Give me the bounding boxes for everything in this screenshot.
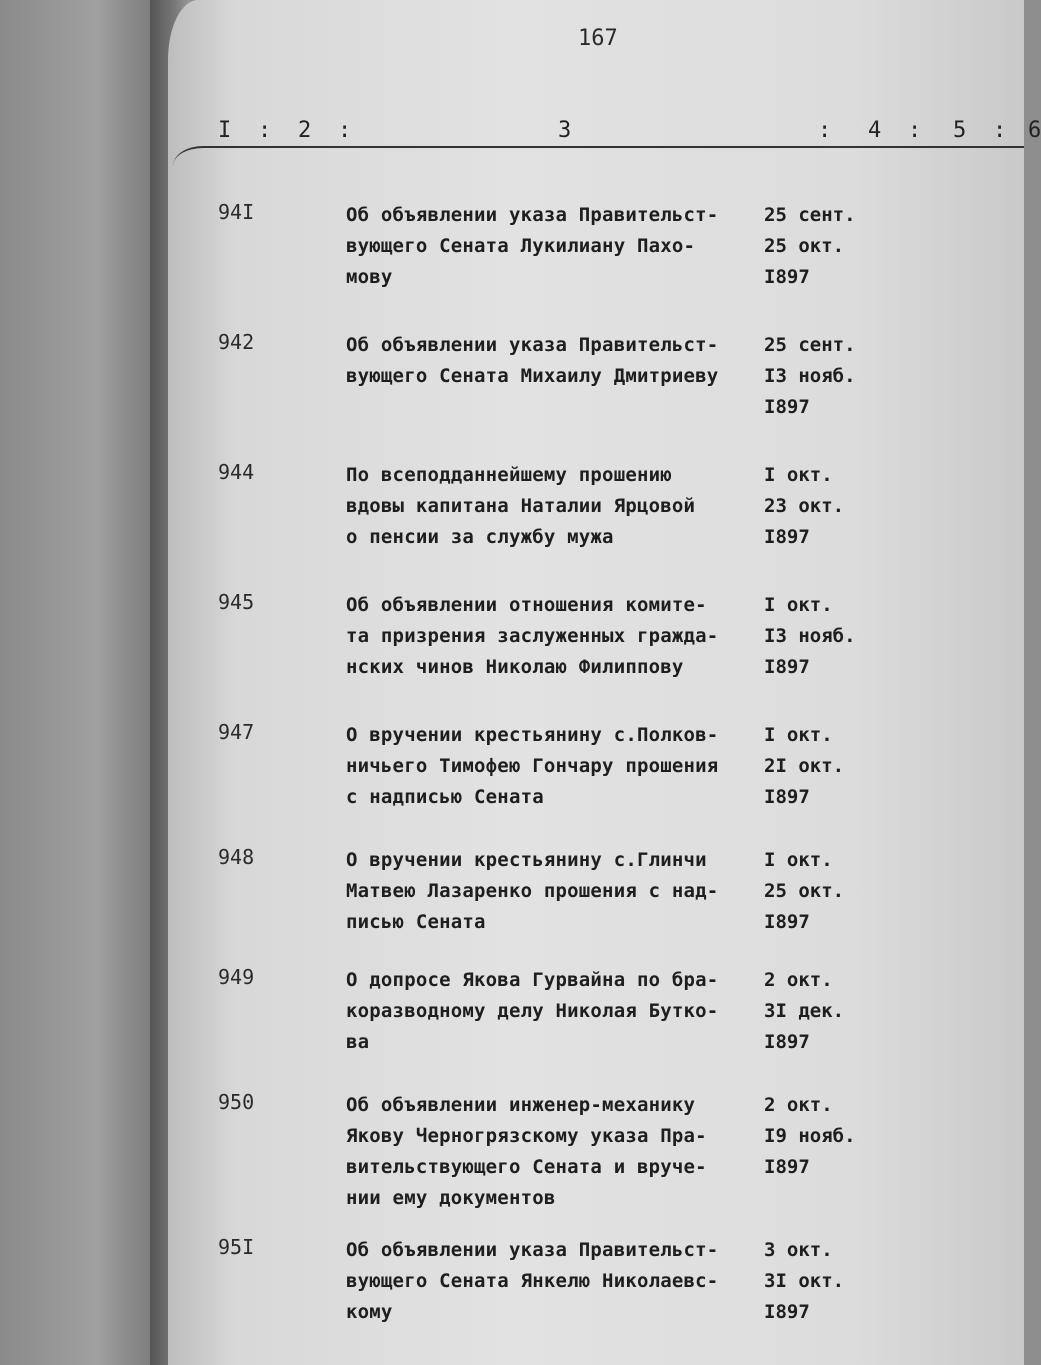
record-dates: [764, 965, 884, 1058]
date-end: 3I дек.: [764, 1000, 845, 1022]
record-number: 942: [218, 330, 255, 354]
description-line: Об объявлении указа Правительст-: [346, 1239, 719, 1261]
record-row: [168, 460, 1024, 570]
record-number: 94I: [218, 200, 255, 224]
column-header-sep: :: [258, 118, 272, 143]
column-header-sep: :: [908, 118, 922, 143]
description-line: вующего Сената Янкелю Николаевс-: [346, 1270, 719, 1292]
record-description: [346, 200, 766, 293]
description-line: с надписью Сената: [346, 786, 544, 808]
record-dates: [764, 590, 884, 683]
date-year: I897: [764, 396, 810, 418]
date-year: I897: [764, 1301, 810, 1323]
date-year: I897: [764, 656, 810, 678]
record-description: [346, 845, 766, 938]
description-line: писью Сената: [346, 911, 486, 933]
column-header-sep: :: [993, 118, 1007, 143]
date-start: I окт.: [764, 594, 833, 616]
date-year: I897: [764, 1156, 810, 1178]
column-header-sep: :: [818, 118, 832, 143]
date-year: I897: [764, 526, 810, 548]
date-end: 23 окт.: [764, 495, 845, 517]
date-end: 25 окт.: [764, 235, 845, 257]
description-line: вдовы капитана Наталии Ярцовой: [346, 495, 696, 517]
description-line: Об объявлении указа Правительст-: [346, 334, 719, 356]
column-header-4: 4: [868, 118, 882, 143]
record-row: [168, 200, 1024, 310]
record-dates: [764, 200, 884, 293]
description-line: вующего Сената Михаилу Дмитриеву: [346, 365, 719, 387]
description-line: мову: [346, 266, 393, 288]
column-header-3: 3: [558, 118, 572, 143]
date-end: 25 окт.: [764, 880, 845, 902]
column-header-6: 6: [1028, 118, 1041, 143]
description-line: Якову Черногрязскому указа Пра-: [346, 1125, 707, 1147]
date-start: 3 окт.: [764, 1239, 833, 1261]
record-row: [168, 330, 1024, 440]
date-year: I897: [764, 266, 810, 288]
description-line: Матвею Лазаренко прошения с над-: [346, 880, 719, 902]
record-number: 944: [218, 460, 255, 484]
date-start: I окт.: [764, 724, 833, 746]
record-description: [346, 330, 766, 392]
record-dates: [764, 845, 884, 938]
date-end: 2I окт.: [764, 755, 845, 777]
description-line: коразводному делу Николая Бутко-: [346, 1000, 719, 1022]
record-row: [168, 1235, 1024, 1345]
records-list: [168, 0, 1024, 1365]
description-line: кому: [346, 1301, 393, 1323]
description-line: ничьего Тимофею Гончару прошения: [346, 755, 719, 777]
page-number: 167: [578, 26, 618, 51]
record-description: [346, 965, 766, 1058]
description-line: о пенсии за службу мужа: [346, 526, 614, 548]
description-line: О допросе Якова Гурвайна по бра-: [346, 969, 719, 991]
date-end: I9 нояб.: [764, 1125, 856, 1147]
column-header-1: I: [218, 118, 232, 143]
record-number: 950: [218, 1090, 255, 1114]
document-page: [168, 0, 1041, 1365]
date-start: I окт.: [764, 464, 833, 486]
date-end: 3I окт.: [764, 1270, 845, 1292]
description-line: нских чинов Николаю Филиппову: [346, 656, 684, 678]
description-line: О вручении крестьянину с.Глинчи: [346, 849, 707, 871]
record-dates: [764, 1235, 884, 1328]
date-start: 2 окт.: [764, 1094, 833, 1116]
description-line: нии ему документов: [346, 1187, 556, 1209]
date-year: I897: [764, 1031, 810, 1053]
record-dates: [764, 330, 884, 423]
column-header-2: 2: [298, 118, 312, 143]
left-page-edge: [0, 0, 175, 1365]
record-description: [346, 1090, 766, 1214]
column-header-5: 5: [953, 118, 967, 143]
date-year: I897: [764, 911, 810, 933]
record-number: 948: [218, 845, 255, 869]
date-start: 25 сент.: [764, 204, 856, 226]
description-line: О вручении крестьянину с.Полков-: [346, 724, 719, 746]
date-end: I3 нояб.: [764, 365, 856, 387]
record-row: [168, 590, 1024, 700]
record-row: [168, 1090, 1024, 1209]
description-line: По всеподданнейшему прошению: [346, 464, 672, 486]
date-start: I окт.: [764, 849, 833, 871]
date-start: 2 окт.: [764, 969, 833, 991]
record-description: [346, 1235, 766, 1328]
description-line: вительствующего Сената и вруче-: [346, 1156, 707, 1178]
record-number: 947: [218, 720, 255, 744]
description-line: та призрения заслуженных гражда-: [346, 625, 719, 647]
description-line: ва: [346, 1031, 370, 1053]
record-dates: [764, 720, 884, 813]
description-line: вующего Сената Лукилиану Пахо-: [346, 235, 696, 257]
record-number: 949: [218, 965, 255, 989]
record-dates: [764, 1090, 884, 1183]
record-number: 95I: [218, 1235, 255, 1259]
record-description: [346, 720, 766, 813]
description-line: Об объявлении указа Правительст-: [346, 204, 719, 226]
date-end: I3 нояб.: [764, 625, 856, 647]
record-number: 945: [218, 590, 255, 614]
record-row: [168, 720, 1024, 830]
record-description: [346, 590, 766, 683]
column-header-sep: :: [338, 118, 352, 143]
record-description: [346, 460, 766, 553]
description-line: Об объявлении инженер-механику: [346, 1094, 696, 1116]
record-row: [168, 965, 1024, 1075]
record-dates: [764, 460, 884, 553]
date-year: I897: [764, 786, 810, 808]
date-start: 25 сент.: [764, 334, 856, 356]
record-row: [168, 845, 1024, 955]
description-line: Об объявлении отношения комите-: [346, 594, 707, 616]
